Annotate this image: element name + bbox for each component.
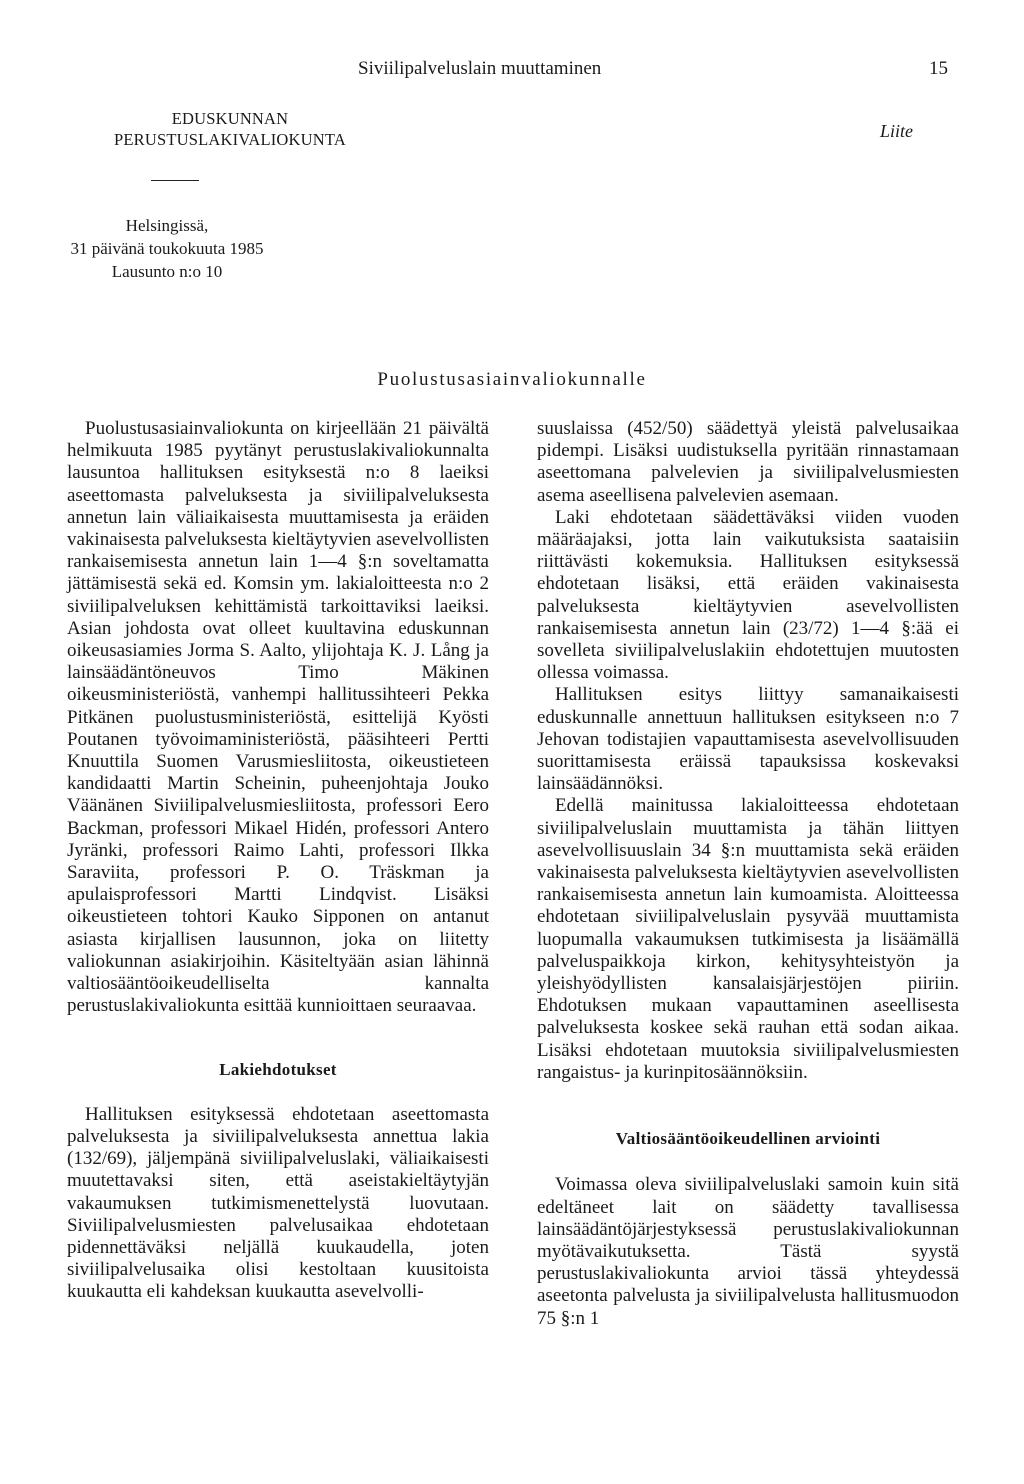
divider-rule [151,180,199,181]
running-title: Siviilipalveluslain muuttaminen [358,58,602,79]
addressee: Puolustusasiainvaliokunnalle [377,369,647,390]
section-heading-valtiosaanto: Valtiosääntöoikeudellinen arviointi [615,1129,881,1149]
intro-paragraph: Puolustusasiainvaliokunta on kirjeellään 21 päivältä helmikuuta 1985 pyytänyt perustuslakivaliokunnalta lausuntoa hallituksen esityksestä n:o 8 laeiksi aseettomasta palveluksesta ja siviilipalveluksesta annetun lain väliaikaisesta muuttamisesta ja eräiden vakinaisesta palveluksesta kieltäytyvien asevelvollisten rankaisemisesta annetun lain 1—4 §:n soveltamatta jättämisestä sekä ed. Komsin ym. lakialoitteesta n:o 2 siviilipalveluksen kehittämistä tarkoittaviksi laeiksi. Asian johdosta ovat olleet kuultavina eduskunnan oikeusasiamies Jorma S. Aalto, ylijohtaja K. J. Lång ja lainsäädäntöneuvos Timo Mäkinen oikeusministeriöstä, vanhempi hallitussihteeri Pekka Pitkänen puolustusministeriöstä, esittelijä Kyösti Poutanen työvoimaministeriöstä, pääsihteeri Pertti Knuuttila Suomen Varusmiesliitosta, oikeustieteen kandidaatti Martin Scheinin, puheenjohtaja Jouko Väänänen Siviilipalvelusmiesliitosta, professori Eero Backman, professori Mikael Hidén, professori Antero Jyränki, professori Raimo Lahti, professori Ilkka Saraviita, professori P. O. Träskman ja apulaisprofessori Martti Lindqvist. Lisäksi oikeustieteen tohtori Kauko Sipponen on antanut asiasta kirjallisen lausunnon, joka on liitetty valiokunnan asiakirjoihin. Käsiteltyään asian lähinnä valtiosääntöoikeudelliselta kannalta perustuslakivaliokunta esittää kunnioittaen seuraavaa. [67,418,489,1017]
date: 31 päivänä toukokuuta 1985 [70,239,264,258]
right-column [537,418,959,1330]
lakiehdotukset-paragraph: Hallituksen esityksessä ehdotetaan aseettomasta palveluksesta ja siviilipalveluksesta annettua lakia (132/69), jäljempänä siviilipalveluslaki, väliaikaisesti muutettavaksi siten, että aseistakieltäytyjän vakaumuksen tutkimismenettelystä luovutaan. Siviilipalvelusmiesten palvelusaikaa ehdotetaan pidennettäväksi neljällä kuukaudella, joten siviilipalvelusaika olisi kestoltaan kuusitoista kuukautta eli kahdeksan kuukautta asevelvolli- [67,1103,489,1303]
committee-line-2: PERUSTUSLAKIVALIOKUNTA [114,130,346,149]
attachment-label: Liite [880,121,914,141]
page-number: 15 [929,58,948,79]
paragraph-2: Laki ehdotetaan säädettäväksi viiden vuoden määräajaksi, jotta lain vaikutuksista saataisiin riittävästi kokemuksia. Hallituksen esityksessä ehdotetaan lisäksi, että eräiden vakinaisesta palveluksesta kieltäytyvien asevelvollisten rankaisemisesta annetun lain (23/72) 1—4 §:ää ei sovelleta siviilipalveluslakiin ehdotettujen muutosten ollessa voimassa. [537,506,959,684]
valtiosaanto-paragraph: Voimassa oleva siviilipalveluslaki samoin kuin sitä edeltäneet lait on säädetty tavallisessa lainsäädäntöjärjestyksessä perustuslakivaliokunnan myötävaikutuksetta. Tästä syystä perustuslakivaliokunta arvioi tässä yhteydessä aseetonta palvelusta ja siviilipalvelusta hallitusmuodon 75 §:n 1 [537,1174,959,1329]
place-date-block [52,214,282,283]
place: Helsingissä, [125,216,209,235]
section-heading-lakiehdotukset: Lakiehdotukset [219,1060,337,1080]
continuation-paragraph: suuslaissa (452/50) säädettyä yleistä palvelusaikaa pidempi. Lisäksi uudistuksella pyritään rinnastamaan aseettomana palvelevien ja siviilipalvelusmiesten asema aseellisena palvelevien asemaan. [537,418,959,506]
paragraph-4: Edellä mainitussa lakialoitteessa ehdotetaan siviilipalveluslain muuttamista ja tähän liittyen asevelvollisuuslain 34 §:n muuttamista sekä eräiden vakinaisesta palveluksesta kieltäytyvien asevelvollisten rankaisemisesta annetun lain kumoamista. Aloitteessa ehdotetaan siviilipalveluslain pysyvää muuttamista luopumalla vakaumuksen tutkimisesta ja lisäämällä palveluspaikkoja kirkon, kehitysyhteistyön ja yleishyödyllisten kansalaisjärjestöjen piiriin. Ehdotuksen mukaan vapauttaminen aseellisesta palveluksesta koskee sekä rauhan että sodan aikaa. Lisäksi ehdotetaan muutoksia siviilipalvelusmiesten rangaistus- ja kurinpitosäännöksiin. [537,795,959,1083]
left-column [67,418,489,1304]
statement-number: Lausunto n:o 10 [111,262,223,281]
committee-line-1: EDUSKUNNAN [171,109,289,128]
paragraph-3: Hallituksen esitys liittyy samanaikaisesti eduskunnalle annettuun hallituksen esitykseen n:o 7 Jehovan todistajien vapauttamisesta asevelvollisuuden suorittamisesta eräissä tapauksissa koskevaksi lainsäädännöksi. [537,684,959,795]
committee-name [100,108,360,150]
